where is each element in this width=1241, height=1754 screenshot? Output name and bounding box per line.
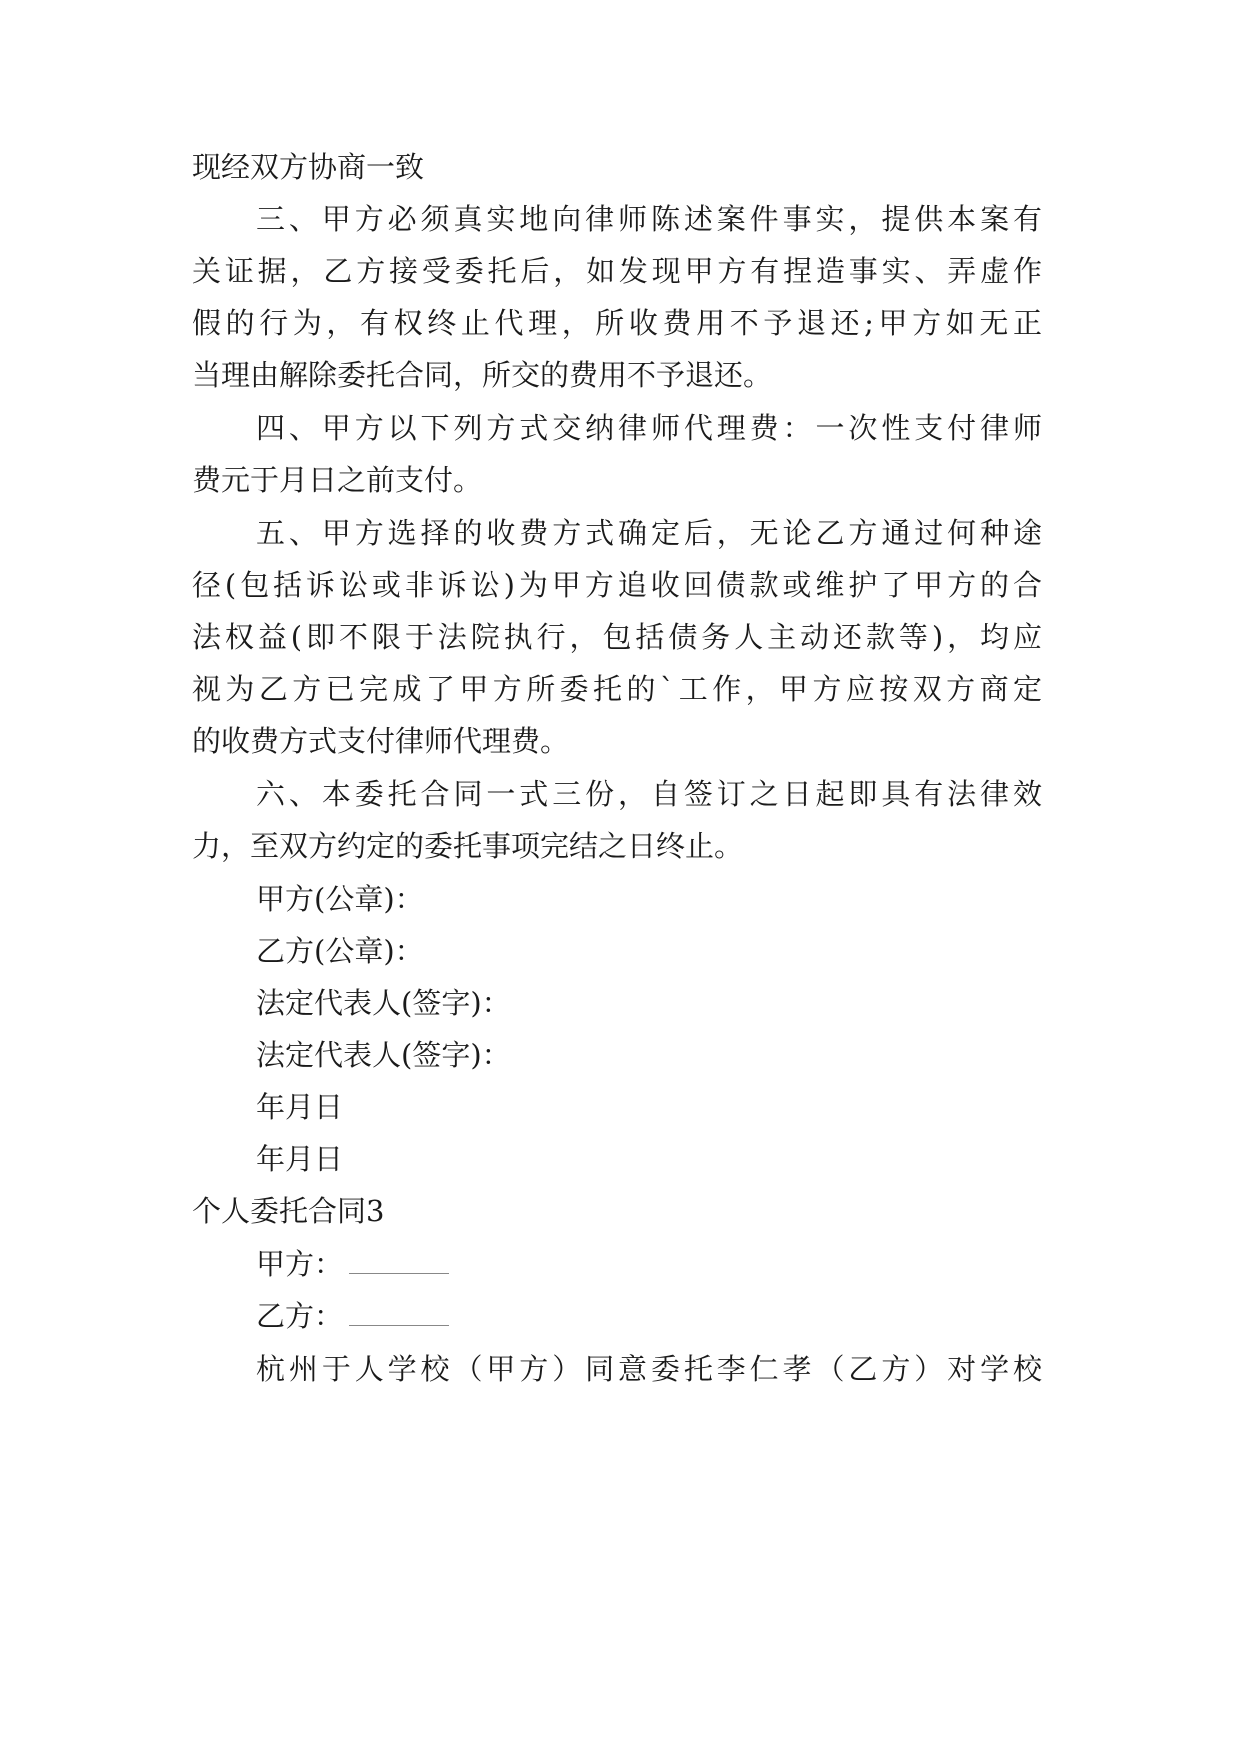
party-b-blank <box>349 1299 449 1326</box>
paragraph-line: 法权益(即不限于法院执行，包括债务人主动还款等)，均应 <box>192 620 1042 654</box>
party-b-label: 乙方： <box>256 1299 344 1333</box>
paragraph-line: 力，至双方约定的委托事项完结之日终止。 <box>192 829 744 863</box>
signature-date: 年月日 <box>256 1142 344 1176</box>
paragraph-line: 现经双方协商一致 <box>192 150 425 184</box>
party-b-line <box>256 1296 449 1336</box>
party-a-blank <box>349 1247 449 1274</box>
paragraph-line: 的收费方式支付律师代理费。 <box>192 724 570 758</box>
paragraph-line: 假的行为，有权终止代理，所收费用不予退还;甲方如无正 <box>192 306 1042 340</box>
paragraph-line: 杭州于人学校（甲方）同意委托李仁孝（乙方）对学校 <box>256 1352 1042 1386</box>
party-a-line <box>256 1244 449 1284</box>
signature-representative: 法定代表人(签字)： <box>256 986 511 1020</box>
paragraph-line: 径(包括诉讼或非诉讼)为甲方追收回债款或维护了甲方的合 <box>192 568 1042 602</box>
signature-representative: 法定代表人(签字)： <box>256 1038 511 1072</box>
party-a-label: 甲方： <box>256 1247 344 1281</box>
paragraph-line: 关证据，乙方接受委托后，如发现甲方有捏造事实、弄虚作 <box>192 254 1042 288</box>
paragraph-line: 五、甲方选择的收费方式确定后，无论乙方通过何种途 <box>256 516 1042 550</box>
signature-party-a: 甲方(公章)： <box>256 882 424 916</box>
paragraph-line: 六、本委托合同一式三份，自签订之日起即具有法律效 <box>256 777 1042 811</box>
section-heading: 个人委托合同3 <box>192 1194 385 1228</box>
paragraph-line: 四、甲方以下列方式交纳律师代理费：一次性支付律师 <box>256 411 1042 445</box>
signature-party-b: 乙方(公章)： <box>256 934 424 968</box>
paragraph-line: 费元于月日之前支付。 <box>192 463 483 497</box>
paragraph-line: 当理由解除委托合同，所交的费用不予退还。 <box>192 358 773 392</box>
paragraph-line: 三、甲方必须真实地向律师陈述案件事实，提供本案有 <box>256 202 1042 236</box>
paragraph-line: 视为乙方已完成了甲方所委托的`工作，甲方应按双方商定 <box>192 672 1042 706</box>
signature-date: 年月日 <box>256 1090 344 1124</box>
